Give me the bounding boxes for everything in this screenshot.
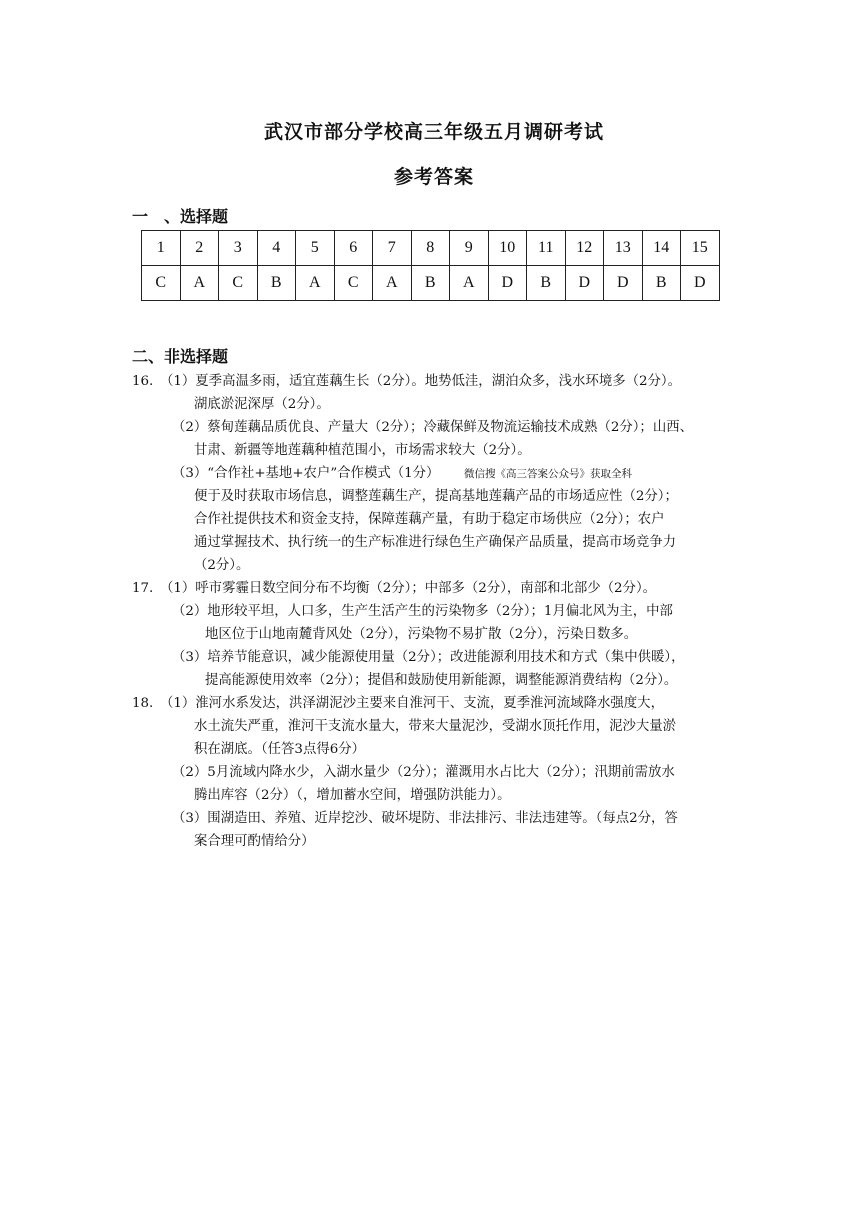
answer-line: 湖底淤泥深厚（2分）。: [194, 397, 330, 412]
answer-cell: C: [142, 266, 181, 301]
answer-line: 案合理可酌情给分）: [194, 834, 315, 849]
watermark-text: 微信搜《高三答案公众号》获取全科: [464, 468, 632, 480]
page-subtitle: 参考答案: [393, 166, 474, 188]
answer-line: （2）5月流域内降水少，入湖水量少（2分）；灌溉用水占比大（2分）；汛期前需放水: [172, 765, 675, 780]
answer-line: （3）培养节能意识，减少能源使用量（2分）；改进能源利用技术和方式（集中供暖），: [172, 650, 685, 665]
answer-line: 提高能源使用效率（2分）；提倡和鼓励使用新能源，调整能源消费结构（2分）。: [205, 673, 678, 688]
answer-cell: D: [565, 266, 604, 301]
question-number: 14: [642, 231, 681, 266]
answer-cell: A: [180, 266, 219, 301]
question-number: 11: [527, 231, 566, 266]
question-number: 9: [450, 231, 489, 266]
answer-cell: A: [373, 266, 412, 301]
answer-cell: D: [681, 266, 720, 301]
table-row-answers: [142, 266, 720, 301]
answer-line: （3）“合作社+基地+农户”合作模式（1分）: [172, 466, 440, 481]
answer-line: （2分）。: [194, 558, 250, 573]
question-number: 6: [334, 231, 373, 266]
answer-line: 甘肃、新疆等地莲藕种植范围小，市场需求较大（2分）。: [194, 443, 531, 458]
answer-line: 便于及时获取市场信息，调整莲藕生产，提高基地莲藕产品的市场适应性（2分）；: [194, 489, 678, 504]
question-number: 5: [296, 231, 335, 266]
answer-cell: B: [257, 266, 296, 301]
section-heading-multiple-choice: 一 、选择题: [132, 207, 229, 226]
table-row-question-numbers: [142, 231, 720, 266]
question-number: 8: [411, 231, 450, 266]
answer-table: [141, 230, 720, 301]
question-number: 13: [604, 231, 643, 266]
answer-cell: C: [219, 266, 258, 301]
answer-line: 地区位于山地南麓背风处（2分），污染物不易扩散（2分），污染日数多。: [205, 627, 638, 642]
answer-line: 积在湖底。（任答3点得6分）: [194, 742, 366, 757]
answer-line: 18. （1）淮河水系发达，洪泽湖泥沙主要来自淮河干、支流，夏季淮河流域降水强度大，: [132, 696, 664, 711]
answer-line: 17. （1）呼市雾霾日数空间分布不均衡（2分）；中部多（2分），南部和北部少（2分）。: [132, 581, 657, 596]
question-number: 7: [373, 231, 412, 266]
answer-cell: A: [450, 266, 489, 301]
answer-line: （3）围湖造田、养殖、近岸挖沙、破坏堤防、非法排污、非法违建等。（每点2分，答: [172, 811, 678, 826]
answer-line: （2）地形较平坦，人口多，生产生活产生的污染物多（2分）；1月偏北风为主，中部: [172, 604, 673, 619]
page-title: 武汉市部分学校高三年级五月调研考试: [263, 121, 604, 143]
question-number: 2: [180, 231, 219, 266]
answer-line: 通过掌握技术、执行统一的生产标准进行绿色生产确保产品质量，提高市场竞争力: [194, 535, 677, 550]
answer-cell: B: [642, 266, 681, 301]
question-number: 4: [257, 231, 296, 266]
question-number: 1: [142, 231, 181, 266]
answer-cell: D: [604, 266, 643, 301]
question-number: 10: [488, 231, 527, 266]
answer-cell: B: [411, 266, 450, 301]
answer-line: 合作社提供技术和资金支持，保障莲藕产量，有助于稳定市场供应（2分）；农户: [194, 512, 665, 527]
answer-cell: D: [488, 266, 527, 301]
answer-line: 水土流失严重，淮河干支流水量大，带来大量泥沙，受湖水顶托作用，泥沙大量淤: [194, 719, 677, 734]
question-number: 12: [565, 231, 604, 266]
question-number: 3: [219, 231, 258, 266]
answer-cell: A: [296, 266, 335, 301]
answer-line: 腾出库容（2分）（，增加蓄水空间，增强防洪能力）。: [194, 788, 511, 803]
answer-cell: C: [334, 266, 373, 301]
section-heading-non-choice: 二、非选择题: [132, 347, 229, 366]
question-number: 15: [681, 231, 720, 266]
answer-cell: B: [527, 266, 566, 301]
answer-line: 16. （1）夏季高温多雨，适宜莲藕生长（2分）。地势低洼，湖泊众多，浅水环境多（2分）。: [132, 374, 681, 389]
answer-line: （2）蔡甸莲藕品质优良、产量大（2分）；冷藏保鲜及物流运输技术成熟（2分）；山西、: [172, 420, 693, 435]
